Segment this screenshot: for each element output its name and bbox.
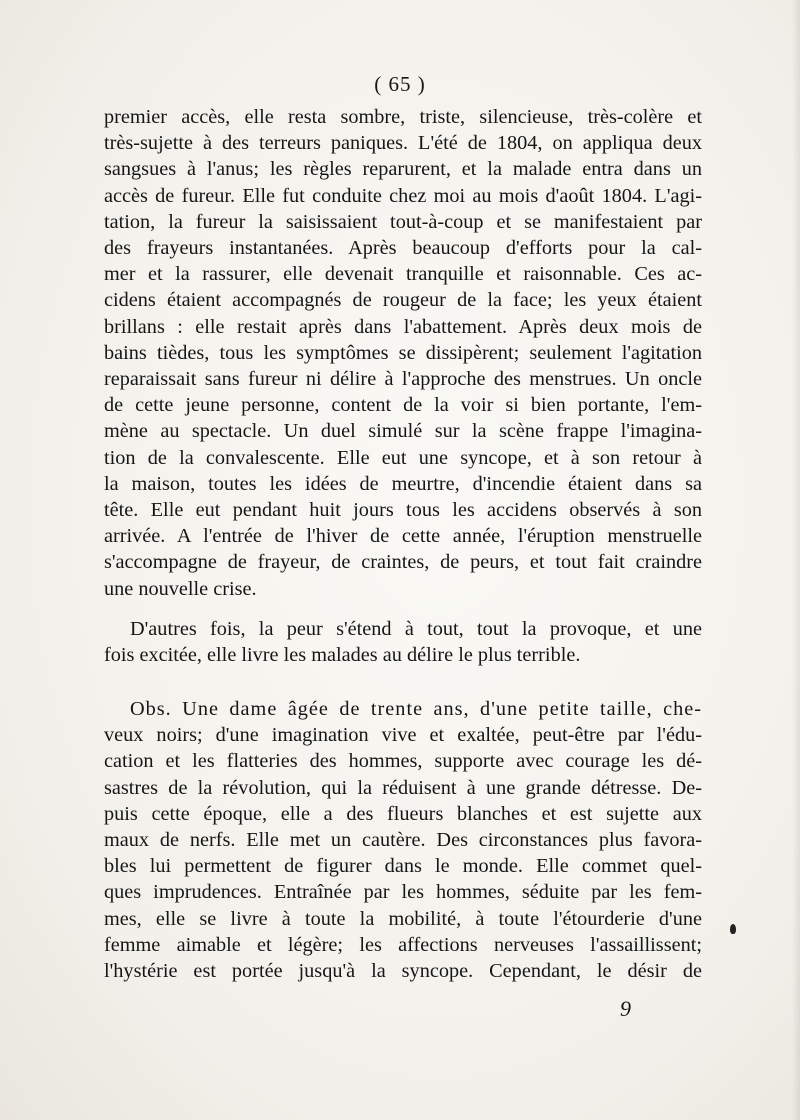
text-line: premier accès, elle resta sombre, triste, silencieuse, très-colère et <box>104 106 702 128</box>
text-line: reparaissait sans fureur ni délire à l'approche des menstrues. Un oncle <box>104 368 702 391</box>
text-line: D'autres fois, la peur s'étend à tout, tout la provoque, et une <box>130 618 702 640</box>
text-line: tation, la fureur la saisissaient tout-à-coup et se manifestaient par <box>104 210 702 233</box>
text-line: la maison, toutes les idées de meurtre, d'incendie étaient dans sa <box>104 472 702 495</box>
signature-mark: 9 <box>620 996 631 1021</box>
text-line: veux noirs; d'une imagination vive et exaltée, peut-être par l'édu- <box>104 724 702 747</box>
text-line: très-sujette à des terreurs paniques. L'été de 1804, on appliqua deux <box>104 132 702 155</box>
text-line: sastres de la révolution, qui la réduisent à une grande détresse. De- <box>104 776 702 799</box>
paragraph-fear <box>104 616 702 668</box>
page-edge-shadow <box>792 0 800 1120</box>
text-line: une nouvelle crise. <box>104 577 257 600</box>
text-line: s'accompagne de frayeur, de craintes, de peurs, et tout fait craindre <box>104 551 702 574</box>
text-line: fois excitée, elle livre les malades au délire le plus terrible. <box>104 644 581 667</box>
text-line: ques imprudences. Entraînée par les hommes, séduite par les fem- <box>104 881 702 904</box>
text-line: des frayeurs instantanées. Après beaucoup d'efforts pour la cal- <box>104 237 702 260</box>
paragraph-case-history <box>104 104 702 602</box>
text-line: l'hystérie est portée jusqu'à la syncope. Cependant, le désir de <box>104 960 702 983</box>
text-line: tion de la convalescente. Elle eut une syncope, et à son retour à <box>104 446 702 469</box>
text-line: puis cette époque, elle a des flueurs blanches et est sujette aux <box>104 802 702 825</box>
text-line: cidens étaient accompagnés de rougeur de la face; les yeux étaient <box>104 289 702 312</box>
text-line: accès de fureur. Elle fut conduite chez moi au mois d'août 1804. L'agi- <box>104 184 702 207</box>
text-line: brillans : elle restait après dans l'abattement. Après deux mois de <box>104 315 702 338</box>
text-line: mes, elle se livre à toute la mobilité, à toute l'étourderie d'une <box>104 907 702 930</box>
text-line: mer et la rassurer, elle devenait tranquille et raisonnable. Ces ac- <box>104 263 702 286</box>
page-number: ( 65 ) <box>374 72 426 96</box>
text-line: bains tièdes, tous les symptômes se dissipèrent; seulement l'agitation <box>104 341 702 364</box>
ink-blot <box>730 924 736 934</box>
text-line: bles lui permettent de figurer dans le monde. Elle commet quel- <box>104 855 702 878</box>
text-line: tête. Elle eut pendant huit jours tous les accidens observés à son <box>104 499 702 522</box>
paragraph-observation <box>104 696 702 984</box>
text-line: arrivée. A l'entrée de l'hiver de cette année, l'éruption menstruelle <box>104 525 702 548</box>
text-line: maux de nerfs. Elle met un cautère. Des circonstances plus favora- <box>104 829 702 852</box>
text-line: de cette jeune personne, content de la voir si bien portante, l'em- <box>104 394 702 417</box>
text-line: sangsues à l'anus; les règles reparurent, et la malade entra dans un <box>104 158 702 181</box>
text-line: femme aimable et légère; les affections nerveuses l'assaillissent; <box>104 933 702 956</box>
text-line: cation et les flatteries des hommes, supporte avec courage les dé- <box>104 750 702 773</box>
text-line: mène au spectacle. Un duel simulé sur la scène frappe l'imagina- <box>104 420 702 443</box>
text-line: Obs. Une dame âgée de trente ans, d'une petite taille, che- <box>130 698 702 720</box>
